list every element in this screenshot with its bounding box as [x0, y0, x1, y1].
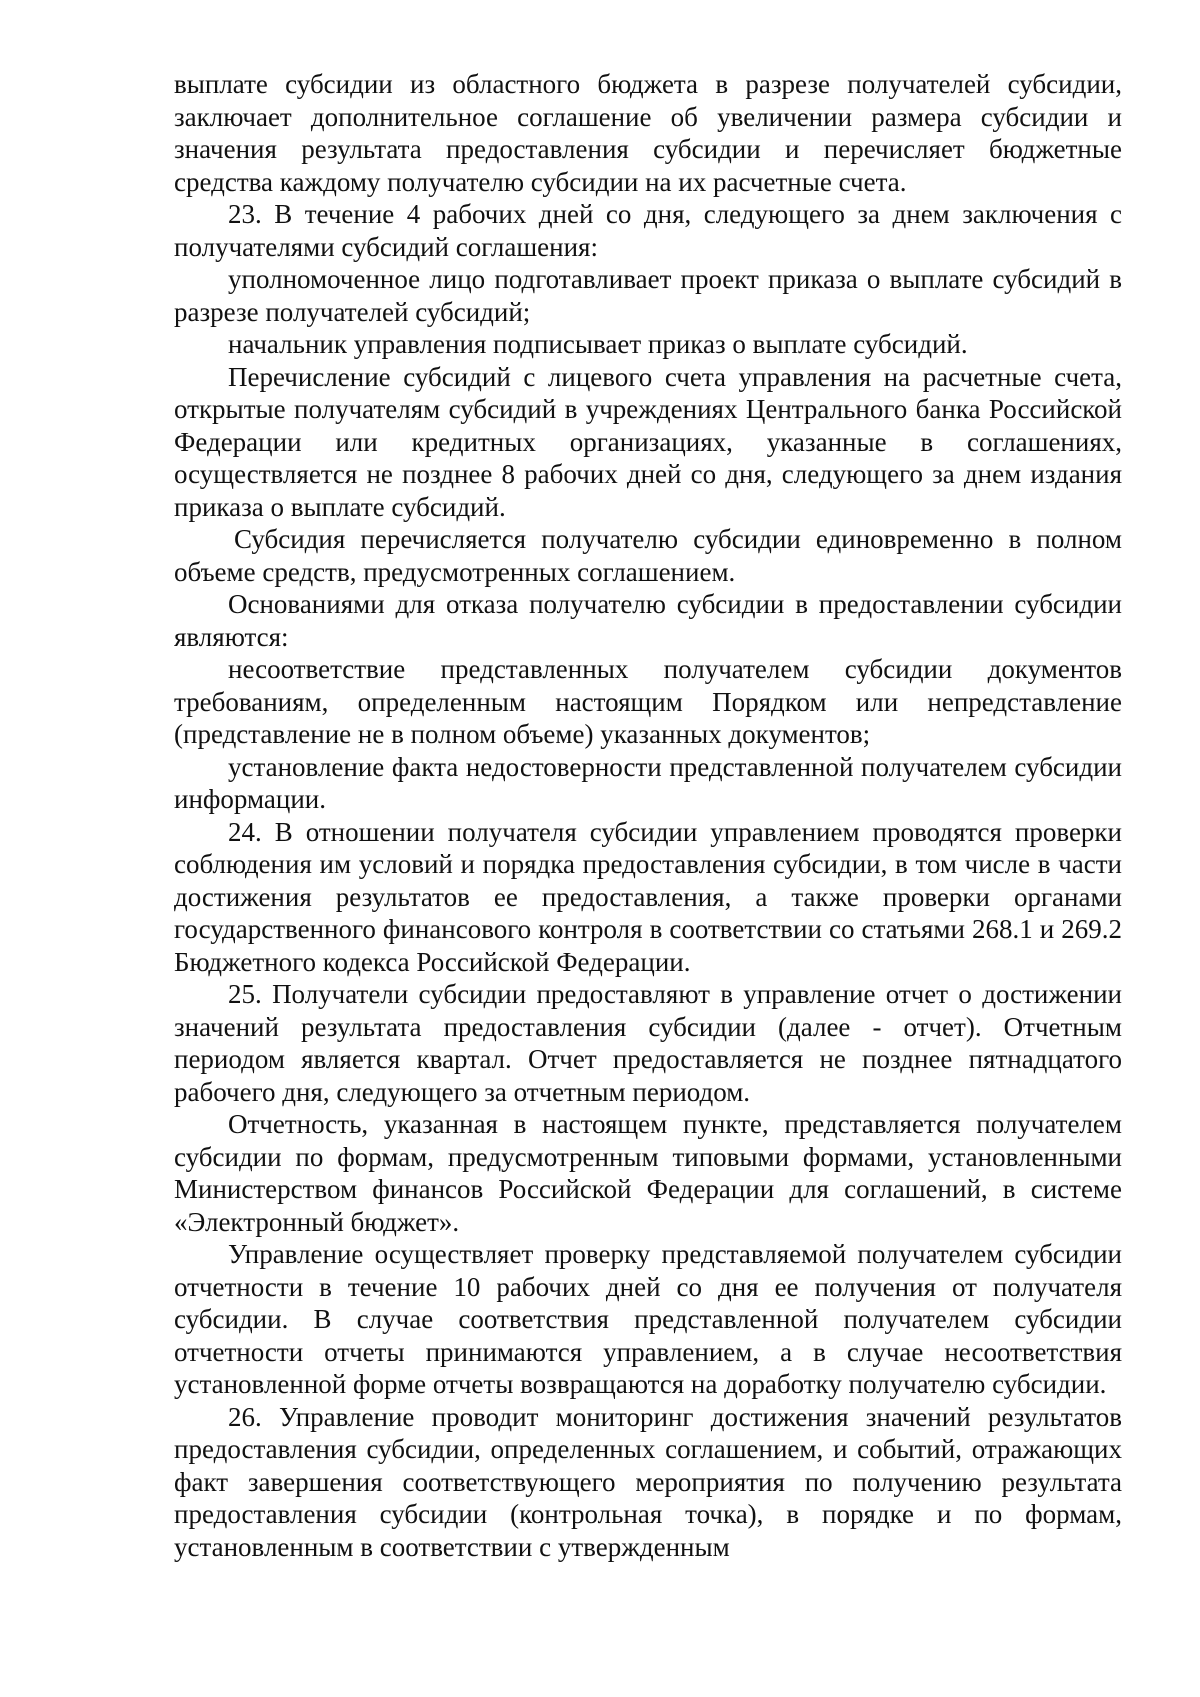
paragraph-transfer: Перечисление субсидий с лицевого счета управления на расчетные счета, открытые получателям субсидий в учреждениях Центрального банка Российской Федерации или кредитных организациях, указанные в соглашениях, осуществляется не позднее 8 рабочих дней со дня, следующего за днем издания приказа о выплате субсидий.	[174, 361, 1122, 522]
paragraph-item-24: 24. В отношении получателя субсидии управлением проводятся проверки соблюдения им условий и порядка предоставления субсидии, в том числе в части достижения результатов ее предоставления, а также проверки органами государственного финансового контроля в соответствии со статьями 268.1 и 269.2 Бюджетного кодекса Российской Федерации.	[174, 816, 1122, 977]
paragraph-item-25: 25. Получатели субсидии предоставляют в управление отчет о достижении значений результата предоставления субсидии (далее - отчет). Отчетным периодом является квартал. Отчет предоставляется не позднее пятнадцатого рабочего дня, следующего за отчетным периодом.	[174, 979, 1122, 1107]
document-page	[174, 68, 1122, 1563]
paragraph-report-check: Управление осуществляет проверку представляемой получателем субсидии отчетности в течение 10 рабочих дней со дня ее получения от получателя субсидии. В случае соответствия представленной получателем субсидии отчетности отчеты принимаются управлением, а в случае несоответствия установленной форме отчеты возвращаются на доработку получателю субсидии.	[174, 1239, 1122, 1399]
paragraph-refusal-unreliable: установление факта недостоверности представленной получателем субсидии информации.	[174, 751, 1122, 814]
paragraph-item-26: 26. Управление проводит мониторинг достижения значений результатов предоставления субсидии, определенных соглашением, и событий, отражающих факт завершения соответствующего мероприятия по получению результата предоставления субсидии (контрольная точка), в порядке и по формам, установленным в соответствии с утвержденным	[174, 1401, 1122, 1562]
paragraph-refusal-grounds: Основаниями для отказа получателю субсидии в предоставлении субсидии являются:	[174, 589, 1122, 652]
paragraph-authorized-person: уполномоченное лицо подготавливает проект приказа о выплате субсидий в разрезе получателей субсидий;	[174, 264, 1122, 327]
paragraph-reporting-forms: Отчетность, указанная в настоящем пункте, представляется получателем субсидии по формам, предусмотренным типовыми формами, установленными Министерством финансов Российской Федерации для соглашений, в системе «Электронный бюджет».	[174, 1109, 1122, 1237]
paragraph-continuation: выплате субсидии из областного бюджета в разрезе получателей субсидии, заключает дополнительное соглашение об увеличении размера субсидии и значения результата предоставления субсидии и перечисляет бюджетные средства каждому получателю субсидии на их расчетные счета.	[174, 69, 1122, 197]
paragraph-item-23: 23. В течение 4 рабочих дней со дня, следующего за днем заключения с получателями субсидий соглашения:	[174, 199, 1122, 262]
paragraph-head-signs: начальник управления подписывает приказ о выплате субсидий.	[228, 329, 968, 359]
paragraph-refusal-nonconformity: несоответствие представленных получателем субсидии документов требованиям, определенным настоящим Порядком или непредставление (представление не в полном объеме) указанных документов;	[174, 654, 1122, 749]
paragraph-lump-sum: Субсидия перечисляется получателю субсидии единовременно в полном объеме средств, предусмотренных соглашением.	[174, 524, 1122, 587]
